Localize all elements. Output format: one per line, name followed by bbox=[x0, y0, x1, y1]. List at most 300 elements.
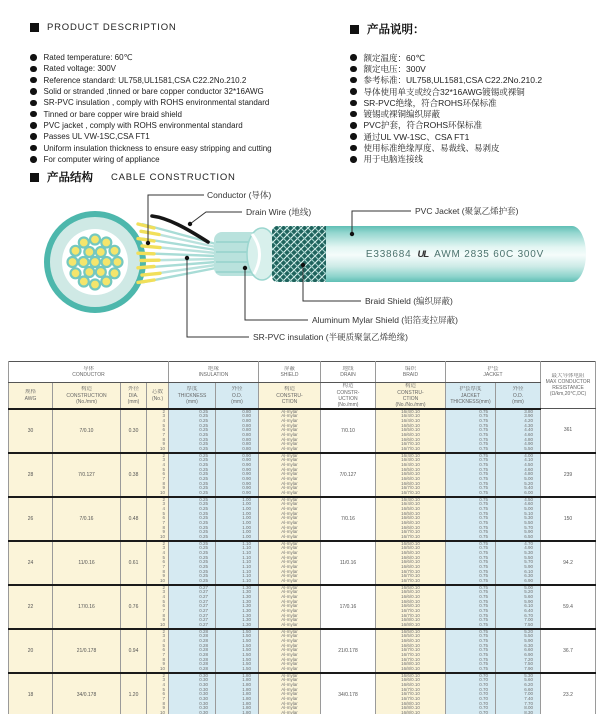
jacket-thickness-value: 0.75 bbox=[479, 524, 488, 530]
overall-od-value: 5.90 bbox=[524, 637, 533, 643]
insulation-od-value: 1.10 bbox=[242, 541, 251, 546]
spec-row-group bbox=[9, 497, 596, 541]
core-count-value: 4 bbox=[162, 461, 165, 467]
insulation-od-value: 1.80 bbox=[242, 705, 251, 711]
sub-header-line: 厚度 bbox=[186, 386, 198, 392]
sub-header-line: (No./No./mm) bbox=[395, 401, 426, 408]
core-count bbox=[147, 409, 169, 453]
insulation-od-value: 1.00 bbox=[242, 533, 251, 539]
bullet-icon bbox=[30, 145, 37, 152]
jacket-thickness-stack bbox=[446, 410, 495, 452]
shield-construction-value: Al-mylar bbox=[281, 629, 298, 634]
jacket-thickness-value: 0.75 bbox=[479, 577, 488, 583]
spec-row-group bbox=[9, 629, 596, 673]
jacket-thickness-value: 0.75 bbox=[479, 409, 488, 414]
insulation-od-stack bbox=[216, 674, 258, 714]
sub-header-line: (No./mm) bbox=[337, 401, 359, 408]
shield-construction-value: Al-mylar bbox=[281, 545, 298, 551]
bullet-text: 参考标准：UL758,UL1581,CSA C22.2No.210.2 bbox=[363, 75, 543, 86]
insulation-thickness-stack bbox=[169, 586, 215, 628]
insulation-thickness-value: 0.30 bbox=[199, 673, 208, 678]
bullet-item bbox=[350, 52, 542, 63]
shield-construction-value: Al-mylar bbox=[281, 505, 298, 511]
jacket-thickness bbox=[446, 409, 496, 453]
product-description-title: PRODUCT DESCRIPTION bbox=[47, 22, 177, 33]
overall-od-value: 5.20 bbox=[524, 589, 533, 595]
shield-construction-stack bbox=[259, 498, 320, 540]
insulation-thickness-value: 0.27 bbox=[199, 589, 208, 595]
braid-construction-value: 16/5/0.10 bbox=[401, 505, 420, 511]
braid-construction-value: 16/5/0.10 bbox=[401, 471, 420, 477]
shield-construction-value: Al-mylar bbox=[281, 524, 298, 530]
insulation-thickness-value: 0.25 bbox=[199, 541, 208, 546]
conductor-construction-cell: 34/0.178 bbox=[53, 673, 121, 714]
braid-construction-value: 16/6/0.10 bbox=[401, 673, 420, 678]
core-count-value: 7 bbox=[162, 431, 165, 437]
shield-construction-value: Al-mylar bbox=[281, 461, 298, 467]
insulation-thickness bbox=[169, 409, 216, 453]
sub-header-line: CTION bbox=[402, 395, 419, 402]
jacket-thickness-value: 0.75 bbox=[479, 598, 488, 604]
sub-header-line: CONSTRU- bbox=[397, 389, 424, 396]
braid-construction-value: 16/4/0.10 bbox=[401, 497, 420, 502]
insulation-thickness-value: 0.27 bbox=[199, 603, 208, 609]
braid-construction-value: 16/4/0.10 bbox=[401, 501, 420, 507]
core-count-value: 3 bbox=[162, 413, 165, 419]
jacket-thickness-value: 0.75 bbox=[479, 549, 488, 555]
bullet-icon bbox=[30, 77, 37, 84]
braid-construction-value: 16/6/0.10 bbox=[401, 431, 420, 437]
insulation-thickness-value: 0.25 bbox=[199, 427, 208, 433]
core-count-value: 7 bbox=[162, 651, 165, 657]
insulation-thickness-value: 0.25 bbox=[199, 485, 208, 491]
bullet-item bbox=[30, 131, 272, 142]
core-count-value: 9 bbox=[162, 485, 165, 491]
core-count-value: 9 bbox=[162, 661, 165, 667]
shield-construction-value: Al-mylar bbox=[281, 554, 298, 560]
braid-construction-stack bbox=[376, 674, 445, 714]
jacket-thickness bbox=[446, 673, 496, 714]
overall-od-value: 5.90 bbox=[524, 563, 533, 569]
insulation-thickness-value: 0.25 bbox=[199, 515, 208, 521]
core-count-value: 7 bbox=[162, 695, 165, 701]
conductor-dia-cell: 0.38 bbox=[121, 453, 147, 497]
braid-construction-value: 16/7/0.10 bbox=[401, 485, 420, 491]
braid-construction-stack bbox=[376, 498, 445, 540]
jacket-thickness-value: 0.75 bbox=[479, 480, 488, 486]
sub-header-line: THICKNESS bbox=[177, 392, 207, 399]
insulation-od-value: 1.80 bbox=[242, 695, 251, 701]
sub-header-row bbox=[9, 383, 596, 409]
drain-construction-cell: 7/0.127 bbox=[321, 453, 376, 497]
shield-construction-stack bbox=[259, 630, 320, 672]
insulation-thickness-value: 0.30 bbox=[199, 686, 208, 692]
jacket-thickness bbox=[446, 541, 496, 585]
jacket-thickness-value: 0.75 bbox=[479, 661, 488, 667]
braid-construction-value: 16/7/0.10 bbox=[401, 568, 420, 574]
jacket-thickness-value: 0.75 bbox=[479, 436, 488, 442]
core-count-value: 3 bbox=[162, 457, 165, 463]
core-count-value: 9 bbox=[162, 705, 165, 711]
group-header-cn: 导体 bbox=[82, 365, 94, 372]
resistance-cell: 59.4 bbox=[541, 585, 596, 629]
overall-od-value: 6.90 bbox=[524, 577, 533, 583]
insulation-thickness-value: 0.28 bbox=[199, 629, 208, 634]
overall-od-stack bbox=[496, 498, 540, 540]
awg-cell: 22 bbox=[9, 585, 53, 629]
insulation-thickness-stack bbox=[169, 410, 215, 452]
core-count bbox=[147, 497, 169, 541]
core-count-value: 10 bbox=[159, 621, 165, 627]
jacket-thickness-stack bbox=[446, 498, 495, 540]
jacket-thickness-stack bbox=[446, 586, 495, 628]
core-count-stack bbox=[147, 410, 168, 452]
insulation-thickness-value: 0.25 bbox=[199, 445, 208, 451]
jacket-thickness bbox=[446, 453, 496, 497]
insulation-od-value: 1.50 bbox=[242, 661, 251, 667]
insulation-thickness-value: 0.25 bbox=[199, 413, 208, 419]
jacket-thickness-value: 0.75 bbox=[479, 505, 488, 511]
overall-od-value: 5.70 bbox=[524, 524, 533, 530]
bullet-item bbox=[350, 108, 542, 119]
insulation-thickness-value: 0.30 bbox=[199, 700, 208, 706]
core-count bbox=[147, 629, 169, 673]
bullet-item bbox=[30, 154, 272, 165]
core-count-value: 5 bbox=[162, 642, 165, 648]
shield-construction-value: Al-mylar bbox=[281, 568, 298, 574]
overall-od-value: 4.90 bbox=[524, 441, 533, 447]
core-count-value: 2 bbox=[162, 585, 165, 590]
core-count-stack bbox=[147, 542, 168, 584]
overall-od-value: 6.50 bbox=[524, 533, 533, 539]
jacket-thickness-value: 0.70 bbox=[479, 691, 488, 697]
overall-od-value: 6.00 bbox=[524, 489, 533, 495]
braid-construction-value: 16/7/0.10 bbox=[401, 607, 420, 613]
core-count-stack bbox=[147, 674, 168, 714]
jacket-print bbox=[355, 249, 555, 260]
sub-header-line: THICKNESS(mm) bbox=[450, 398, 491, 405]
braid-construction-value: 16/7/0.10 bbox=[401, 489, 420, 495]
insulation-thickness-value: 0.25 bbox=[199, 510, 208, 516]
spec-row-group bbox=[9, 673, 596, 714]
overall-od-value: 5.90 bbox=[524, 529, 533, 535]
insulation-thickness-value: 0.25 bbox=[199, 554, 208, 560]
section-square-icon bbox=[30, 173, 39, 182]
insulation-thickness-value: 0.25 bbox=[199, 489, 208, 495]
sub-header-line: CONSTRUCTION bbox=[66, 392, 107, 399]
braid-construction-value: 16/6/0.10 bbox=[401, 515, 420, 521]
bullet-item bbox=[30, 120, 272, 131]
jacket-thickness-value: 0.75 bbox=[479, 607, 488, 613]
shield-construction-stack bbox=[259, 674, 320, 714]
label-sr-pvc-insulation: SR-PVC insulation (半硬质聚氯乙烯绝缘) bbox=[253, 332, 408, 342]
insulation-od-value: 1.30 bbox=[242, 585, 251, 590]
overall-od-value: 4.50 bbox=[524, 461, 533, 467]
jacket-thickness-value: 0.75 bbox=[479, 471, 488, 477]
overall-od-value: 3.90 bbox=[524, 413, 533, 419]
insulation-thickness-value: 0.28 bbox=[199, 647, 208, 653]
overall-od-value: 5.20 bbox=[524, 480, 533, 486]
shield-construction-value: Al-mylar bbox=[281, 573, 298, 579]
shield-construction-value: Al-mylar bbox=[281, 677, 298, 683]
shield-construction-value: Al-mylar bbox=[281, 647, 298, 653]
shield-construction-value: Al-mylar bbox=[281, 637, 298, 643]
core-count-value: 9 bbox=[162, 529, 165, 535]
core-count-value: 4 bbox=[162, 593, 165, 599]
insulation-thickness-value: 0.25 bbox=[199, 573, 208, 579]
shield-construction-stack bbox=[259, 586, 320, 628]
insulation-od-value: 1.00 bbox=[242, 501, 251, 507]
conductor-dia-cell: 0.61 bbox=[121, 541, 147, 585]
bullet-text: Solid or stranded ,tinned or bare copper conductor 32*16AWG bbox=[43, 87, 264, 97]
core-count-stack bbox=[147, 454, 168, 496]
jacket-thickness-value: 0.75 bbox=[479, 612, 488, 618]
bullet-item bbox=[350, 120, 542, 131]
braid-construction-value: 16/6/0.10 bbox=[401, 524, 420, 530]
insulation-od-value: 1.80 bbox=[242, 709, 251, 714]
braid-construction-value: 16/7/0.10 bbox=[401, 441, 420, 447]
shield-construction-value: Al-mylar bbox=[281, 475, 298, 481]
jacket-thickness-value: 0.75 bbox=[479, 453, 488, 458]
bullet-text: Tinned or bare copper wire braid shield bbox=[43, 109, 182, 119]
braid-construction-value: 16/6/0.10 bbox=[401, 681, 420, 687]
braid-construction-value: 16/7/0.10 bbox=[401, 686, 420, 692]
braid-construction-stack bbox=[376, 586, 445, 628]
overall-od bbox=[496, 541, 541, 585]
insulation-od-value: 1.10 bbox=[242, 559, 251, 565]
conductor-construction-cell: 7/0.127 bbox=[53, 453, 121, 497]
sub-header-line: (mm) bbox=[231, 398, 243, 405]
bullet-icon bbox=[30, 156, 37, 163]
shield-construction-value: Al-mylar bbox=[281, 593, 298, 599]
insulation-thickness-stack bbox=[169, 674, 215, 714]
section-square-icon bbox=[30, 23, 39, 32]
jacket-thickness-stack bbox=[446, 454, 495, 496]
insulation-thickness-value: 0.25 bbox=[199, 549, 208, 555]
overall-od-stack bbox=[496, 586, 540, 628]
group-header-en: JACKET bbox=[483, 372, 503, 379]
core-count-value: 5 bbox=[162, 598, 165, 604]
insulation-thickness-value: 0.28 bbox=[199, 656, 208, 662]
shield-construction-value: Al-mylar bbox=[281, 457, 298, 463]
jacket-thickness-value: 0.75 bbox=[479, 427, 488, 433]
drain-construction-cell: 17/0.16 bbox=[321, 585, 376, 629]
overall-od-value: 5.30 bbox=[524, 515, 533, 521]
sub-header-line: CONSTR- bbox=[336, 389, 360, 396]
overall-od-value: 5.50 bbox=[524, 633, 533, 639]
insulation-thickness bbox=[169, 673, 216, 714]
jacket-thickness-value: 0.75 bbox=[479, 593, 488, 599]
bullet-icon bbox=[30, 111, 37, 118]
core-count-value: 4 bbox=[162, 417, 165, 423]
insulation-od bbox=[216, 409, 259, 453]
jacket-thickness-value: 0.75 bbox=[479, 529, 488, 535]
shield-construction-value: Al-mylar bbox=[281, 489, 298, 495]
jacket-thickness-stack bbox=[446, 630, 495, 672]
core-count-value: 2 bbox=[162, 497, 165, 502]
insulation-od-value: 0.80 bbox=[242, 413, 251, 419]
insulation-od-value: 1.30 bbox=[242, 617, 251, 623]
overall-od-value: 5.50 bbox=[524, 445, 533, 451]
overall-od-value: 4.20 bbox=[524, 417, 533, 423]
bullet-text: SR-PVC insulation , comply with ROHS environmental standard bbox=[43, 98, 270, 108]
jacket-thickness-value: 0.70 bbox=[479, 681, 488, 687]
overall-od-value: 6.30 bbox=[524, 642, 533, 648]
braid-construction-value: 16/5/0.10 bbox=[401, 633, 420, 639]
product-description-cn-heading bbox=[350, 21, 425, 37]
insulation-od-value: 1.30 bbox=[242, 593, 251, 599]
insulation-thickness-value: 0.25 bbox=[199, 457, 208, 463]
group-header-en: BRAID bbox=[402, 372, 419, 379]
overall-od-value: 4.80 bbox=[524, 436, 533, 442]
insulation-od-value: 1.30 bbox=[242, 607, 251, 613]
core-count-value: 10 bbox=[159, 709, 165, 714]
braid-construction-value: 16/6/0.10 bbox=[401, 642, 420, 648]
insulation-od-value: 0.90 bbox=[242, 475, 251, 481]
jacket-thickness-value: 0.75 bbox=[479, 457, 488, 463]
bullet-icon bbox=[30, 54, 37, 61]
braid-construction-stack bbox=[376, 542, 445, 584]
resistance-column-header bbox=[541, 362, 596, 409]
overall-od-value: 5.90 bbox=[524, 598, 533, 604]
insulation-thickness bbox=[169, 497, 216, 541]
core-count-value: 4 bbox=[162, 505, 165, 511]
bullet-icon bbox=[350, 156, 357, 163]
insulation-thickness-value: 0.27 bbox=[199, 621, 208, 627]
braid-construction-value: 16/6/0.10 bbox=[401, 554, 420, 560]
core-count-value: 3 bbox=[162, 633, 165, 639]
jacket-thickness-value: 0.70 bbox=[479, 709, 488, 714]
core-count-value: 3 bbox=[162, 677, 165, 683]
insulation-od-value: 1.00 bbox=[242, 529, 251, 535]
jacket-thickness-value: 0.70 bbox=[479, 677, 488, 683]
jacket-thickness-value: 0.70 bbox=[479, 705, 488, 711]
insulation-thickness-value: 0.27 bbox=[199, 612, 208, 618]
insulation-od-value: 1.50 bbox=[242, 656, 251, 662]
shield-construction-value: Al-mylar bbox=[281, 686, 298, 692]
bullet-text: PVC jacket , comply with ROHS environmental standard bbox=[43, 120, 243, 130]
bullet-icon bbox=[30, 66, 37, 73]
insulation-od-value: 0.80 bbox=[242, 427, 251, 433]
label-drain-wire: Drain Wire (地线) bbox=[246, 207, 312, 217]
sub-header-line: 芯数 bbox=[151, 389, 163, 395]
overall-od-value: 4.60 bbox=[524, 501, 533, 507]
insulation-thickness-value: 0.25 bbox=[199, 501, 208, 507]
conductor-construction-cell: 11/0.16 bbox=[53, 541, 121, 585]
bullet-text: 使用标准绝缘厚度、易裁线、易剥皮 bbox=[363, 143, 500, 154]
shield-construction-value: Al-mylar bbox=[281, 413, 298, 419]
shield-construction-value: Al-mylar bbox=[281, 585, 298, 590]
group-header-en: CONDUCTOR bbox=[72, 372, 105, 379]
column-sub-header bbox=[53, 383, 121, 409]
insulation-thickness-value: 0.28 bbox=[199, 633, 208, 639]
braid-construction-value: 16/5/0.10 bbox=[401, 549, 420, 555]
shield-construction-value: Al-mylar bbox=[281, 431, 298, 437]
bullet-item bbox=[350, 142, 542, 153]
overall-od bbox=[496, 409, 541, 453]
overall-od-value: 5.60 bbox=[524, 677, 533, 683]
bullet-icon bbox=[350, 100, 357, 107]
sub-header-line: (mm) bbox=[186, 398, 198, 405]
insulation-od-value: 1.30 bbox=[242, 603, 251, 609]
core-count-value: 3 bbox=[162, 545, 165, 551]
sub-header-line: UCTION bbox=[338, 395, 358, 402]
sub-header-line: 构造 bbox=[283, 386, 295, 392]
jacket-thickness-value: 0.75 bbox=[479, 417, 488, 423]
core-count-value: 8 bbox=[162, 480, 165, 486]
shield-construction-value: Al-mylar bbox=[281, 695, 298, 701]
sub-header-line: CONSTRU- bbox=[276, 392, 303, 399]
bullet-item bbox=[350, 97, 542, 108]
insulation-od-value: 0.80 bbox=[242, 445, 251, 451]
shield-construction-value: Al-mylar bbox=[281, 533, 298, 539]
bullet-icon bbox=[30, 122, 37, 129]
core-count-value: 4 bbox=[162, 549, 165, 555]
awg-cell: 28 bbox=[9, 453, 53, 497]
overall-od-value: 4.60 bbox=[524, 466, 533, 472]
jacket-thickness-value: 0.75 bbox=[479, 633, 488, 639]
insulation-od-value: 0.80 bbox=[242, 422, 251, 428]
insulation-thickness-value: 0.30 bbox=[199, 705, 208, 711]
shield-construction-value: Al-mylar bbox=[281, 661, 298, 667]
shield-construction-value: Al-mylar bbox=[281, 665, 298, 671]
jacket-thickness-value: 0.75 bbox=[479, 485, 488, 491]
insulation-od-value: 1.10 bbox=[242, 563, 251, 569]
product-description-list bbox=[30, 52, 272, 165]
core-count-stack bbox=[147, 586, 168, 628]
jacket-thickness-value: 0.75 bbox=[479, 637, 488, 643]
overall-od-value: 5.10 bbox=[524, 510, 533, 516]
shield-construction bbox=[259, 409, 321, 453]
shield-construction-value: Al-mylar bbox=[281, 445, 298, 451]
insulation-thickness-stack bbox=[169, 498, 215, 540]
cable-diagram bbox=[0, 186, 603, 360]
shield-construction-value: Al-mylar bbox=[281, 417, 298, 423]
resistance-cell: 94.2 bbox=[541, 541, 596, 585]
jacket-thickness-value: 0.75 bbox=[479, 603, 488, 609]
shield-construction-value: Al-mylar bbox=[281, 633, 298, 639]
core-count bbox=[147, 585, 169, 629]
core-count-value: 10 bbox=[159, 489, 165, 495]
braid-construction-value: 16/8/0.10 bbox=[401, 621, 420, 627]
group-header-cn: 屏蔽 bbox=[283, 365, 295, 372]
core-count-value: 6 bbox=[162, 559, 165, 565]
drain-construction-cell: 7/0.16 bbox=[321, 497, 376, 541]
braid-construction-value: 16/5/0.10 bbox=[401, 585, 420, 590]
overall-od-value: 5.00 bbox=[524, 585, 533, 590]
insulation-od bbox=[216, 629, 259, 673]
braid-construction-value: 16/7/0.10 bbox=[401, 445, 420, 451]
bullet-item bbox=[350, 131, 542, 142]
conductor-dia-cell: 0.30 bbox=[121, 409, 147, 453]
drain-construction-cell: 11/0.16 bbox=[321, 541, 376, 585]
spec-row-group bbox=[9, 585, 596, 629]
insulation-thickness-value: 0.25 bbox=[199, 436, 208, 442]
braid-construction-value: 16/6/0.10 bbox=[401, 677, 420, 683]
awg-cell: 20 bbox=[9, 629, 53, 673]
core-count-value: 10 bbox=[159, 577, 165, 583]
insulation-od-stack bbox=[216, 586, 258, 628]
core-count-value: 3 bbox=[162, 589, 165, 595]
sub-header-line: (No./mm) bbox=[76, 398, 97, 405]
insulation-thickness-value: 0.28 bbox=[199, 661, 208, 667]
overall-od-value: 4.00 bbox=[524, 453, 533, 458]
awg-cell: 24 bbox=[9, 541, 53, 585]
group-header-cn: 地线 bbox=[342, 365, 354, 372]
core-count-value: 2 bbox=[162, 409, 165, 414]
insulation-od-value: 0.90 bbox=[242, 461, 251, 467]
shield-construction-value: Al-mylar bbox=[281, 519, 298, 525]
